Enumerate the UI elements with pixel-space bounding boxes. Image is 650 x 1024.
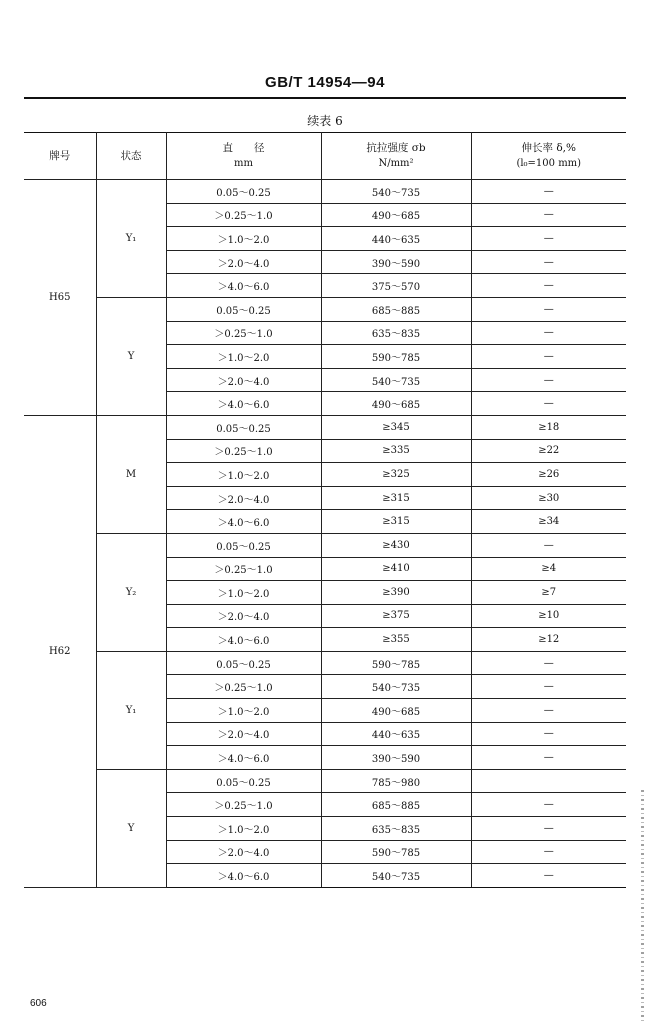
elongation-cell: — — [471, 250, 626, 274]
diameter-cell: ＞2.0～4.0 — [166, 368, 321, 392]
table-row — [24, 297, 626, 321]
strength-cell: 590～785 — [321, 840, 471, 864]
elongation-cell: — — [471, 392, 626, 416]
elongation-cell: — — [471, 722, 626, 746]
strength-cell: 490～685 — [321, 203, 471, 227]
strength-cell: 540～735 — [321, 864, 471, 888]
diameter-cell: ＞0.25～1.0 — [166, 793, 321, 817]
diameter-cell: ＞1.0～2.0 — [166, 227, 321, 251]
state-cell: M — [96, 415, 166, 533]
strength-cell: ≥325 — [321, 463, 471, 487]
diameter-unit: mm — [234, 158, 253, 169]
strength-cell: 785～980 — [321, 769, 471, 793]
diameter-cell: ＞1.0～2.0 — [166, 463, 321, 487]
strength-cell: 440～635 — [321, 227, 471, 251]
diameter-column-header — [166, 133, 321, 180]
strength-cell: 390～590 — [321, 746, 471, 770]
diameter-cell: ＞0.25～1.0 — [166, 321, 321, 345]
strength-cell: 490～685 — [321, 699, 471, 723]
diameter-cell: ＞0.25～1.0 — [166, 557, 321, 581]
page-number: 606 — [30, 998, 47, 1009]
elongation-cell: — — [471, 793, 626, 817]
diameter-cell: ＞4.0～6.0 — [166, 274, 321, 298]
state-cell: Y₂ — [96, 533, 166, 651]
elongation-cell: ≥18 — [471, 415, 626, 439]
elongation-cell: ≥10 — [471, 604, 626, 628]
diameter-cell: ＞2.0～4.0 — [166, 604, 321, 628]
grade-cell: H65 — [24, 180, 96, 416]
elongation-cell — [471, 769, 626, 793]
elongation-cell: ≥30 — [471, 486, 626, 510]
elongation-cell: ≥12 — [471, 628, 626, 652]
elongation-cell: — — [471, 368, 626, 392]
strength-cell: 685～885 — [321, 793, 471, 817]
table-row — [24, 180, 626, 204]
strength-cell: ≥355 — [321, 628, 471, 652]
diameter-cell: 0.05～0.25 — [166, 769, 321, 793]
elongation-cell: — — [471, 840, 626, 864]
strength-label: 抗拉强度 σb — [366, 142, 426, 154]
diameter-cell: ＞2.0～4.0 — [166, 250, 321, 274]
strength-cell: 540～735 — [321, 180, 471, 204]
elongation-cell: ≥22 — [471, 439, 626, 463]
strength-cell: 635～835 — [321, 817, 471, 841]
elongation-unit: (l₀=100 mm) — [516, 158, 582, 169]
elongation-cell: — — [471, 675, 626, 699]
table-row — [24, 533, 626, 557]
diameter-cell: ＞4.0～6.0 — [166, 864, 321, 888]
diameter-cell: 0.05～0.25 — [166, 180, 321, 204]
diameter-cell: ＞1.0～2.0 — [166, 345, 321, 369]
strength-cell: 540～735 — [321, 675, 471, 699]
strength-cell: 590～785 — [321, 651, 471, 675]
diameter-cell: ＞1.0～2.0 — [166, 817, 321, 841]
strength-cell: 490～685 — [321, 392, 471, 416]
diameter-cell: 0.05～0.25 — [166, 533, 321, 557]
state-cell: Y₁ — [96, 180, 166, 298]
table-row — [24, 415, 626, 439]
wire-properties-table — [24, 132, 626, 888]
grade-cell: H62 — [24, 415, 96, 887]
elongation-cell: — — [471, 699, 626, 723]
table-caption: 续表 6 — [307, 114, 343, 128]
elongation-cell: — — [471, 864, 626, 888]
strength-cell: 635～835 — [321, 321, 471, 345]
strength-cell: ≥390 — [321, 581, 471, 605]
scan-edge-artifact — [641, 790, 644, 1024]
diameter-label: 直 径 — [222, 142, 265, 154]
strength-cell: ≥335 — [321, 439, 471, 463]
state-cell: Y₁ — [96, 651, 166, 769]
diameter-cell: ＞0.25～1.0 — [166, 439, 321, 463]
diameter-cell: ＞1.0～2.0 — [166, 581, 321, 605]
strength-cell: 685～885 — [321, 297, 471, 321]
diameter-cell: ＞4.0～6.0 — [166, 510, 321, 534]
table-body — [24, 180, 626, 888]
table-row — [24, 651, 626, 675]
elongation-cell: — — [471, 274, 626, 298]
grade-column-header: 牌号 — [24, 133, 96, 180]
diameter-cell: 0.05～0.25 — [166, 297, 321, 321]
strength-cell: 375～570 — [321, 274, 471, 298]
elongation-cell: — — [471, 321, 626, 345]
strength-cell: 540～735 — [321, 368, 471, 392]
elongation-cell: — — [471, 817, 626, 841]
table-header-row — [24, 133, 626, 180]
diameter-cell: ＞4.0～6.0 — [166, 392, 321, 416]
strength-cell: 590～785 — [321, 345, 471, 369]
elongation-cell: — — [471, 203, 626, 227]
strength-cell: ≥345 — [321, 415, 471, 439]
elongation-cell: — — [471, 180, 626, 204]
elongation-cell: ≥34 — [471, 510, 626, 534]
strength-cell: ≥410 — [321, 557, 471, 581]
elongation-cell: ≥26 — [471, 463, 626, 487]
strength-cell: ≥315 — [321, 510, 471, 534]
diameter-cell: ＞1.0～2.0 — [166, 699, 321, 723]
elongation-cell: ≥7 — [471, 581, 626, 605]
diameter-cell: ＞2.0～4.0 — [166, 722, 321, 746]
elongation-cell: — — [471, 345, 626, 369]
strength-cell: ≥375 — [321, 604, 471, 628]
diameter-cell: 0.05～0.25 — [166, 651, 321, 675]
table-row — [24, 769, 626, 793]
elongation-cell: — — [471, 533, 626, 557]
elongation-cell: — — [471, 651, 626, 675]
strength-unit: N/mm² — [378, 158, 414, 169]
state-cell: Y — [96, 769, 166, 887]
header-rule — [24, 97, 626, 99]
strength-cell: 440～635 — [321, 722, 471, 746]
diameter-cell: ＞4.0～6.0 — [166, 628, 321, 652]
elongation-cell: — — [471, 746, 626, 770]
strength-cell: ≥315 — [321, 486, 471, 510]
state-column-header: 状态 — [96, 133, 166, 180]
elongation-column-header — [471, 133, 626, 180]
diameter-cell: ＞4.0～6.0 — [166, 746, 321, 770]
elongation-cell: ≥4 — [471, 557, 626, 581]
strength-cell: 390～590 — [321, 250, 471, 274]
standard-code-header: GB/T 14954—94 — [265, 74, 385, 91]
diameter-cell: ＞0.25～1.0 — [166, 203, 321, 227]
elongation-cell: — — [471, 297, 626, 321]
elongation-label: 伸长率 δ,% — [521, 142, 576, 154]
elongation-cell: — — [471, 227, 626, 251]
strength-column-header — [321, 133, 471, 180]
state-cell: Y — [96, 297, 166, 415]
diameter-cell: ＞2.0～4.0 — [166, 840, 321, 864]
diameter-cell: 0.05～0.25 — [166, 415, 321, 439]
diameter-cell: ＞2.0～4.0 — [166, 486, 321, 510]
strength-cell: ≥430 — [321, 533, 471, 557]
diameter-cell: ＞0.25～1.0 — [166, 675, 321, 699]
